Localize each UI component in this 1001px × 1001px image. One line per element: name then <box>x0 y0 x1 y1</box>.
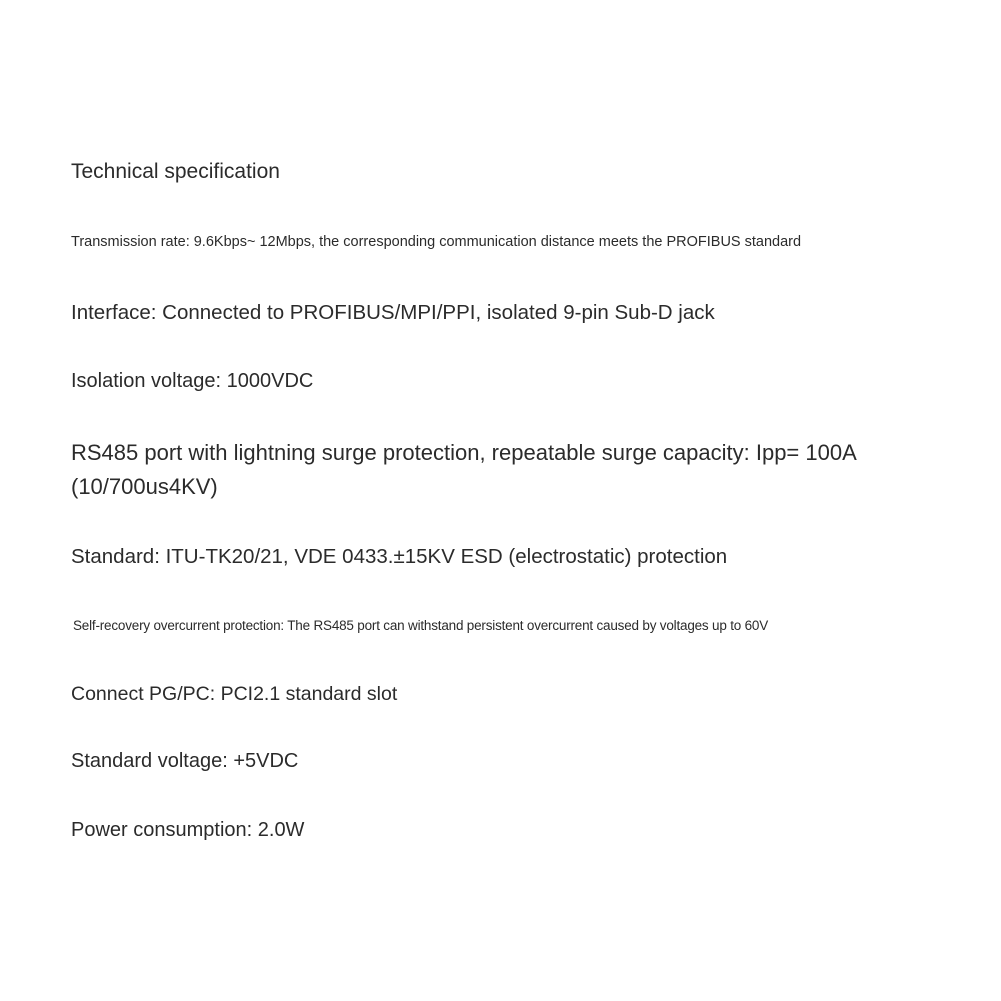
spec-interface: Interface: Connected to PROFIBUS/MPI/PPI, isolated 9-pin Sub-D jack <box>71 301 715 324</box>
spec-connect-pg-pc: Connect PG/PC: PCI2.1 standard slot <box>71 683 398 705</box>
spec-standard: Standard: ITU-TK20/21, VDE 0433.±15KV ESD (electrostatic) protection <box>71 545 728 568</box>
spec-self-recovery-protection: Self-recovery overcurrent protection: The RS485 port can withstand persistent overcurrent caused by voltages up to 60V <box>73 618 769 633</box>
spec-transmission-rate: Transmission rate: 9.6Kbps~ 12Mbps, the corresponding communication distance meets the PROFIBUS standard <box>71 234 802 250</box>
spec-power-consumption: Power consumption: 2.0W <box>71 819 305 841</box>
spec-rs485-surge-protection: RS485 port with lightning surge protection, repeatable surge capacity: Ipp= 100A (10/700us4KV) <box>71 440 856 499</box>
spec-standard-voltage: Standard voltage: +5VDC <box>71 750 299 772</box>
page-title: Technical specification <box>71 160 280 183</box>
spec-isolation-voltage: Isolation voltage: 1000VDC <box>71 370 314 392</box>
